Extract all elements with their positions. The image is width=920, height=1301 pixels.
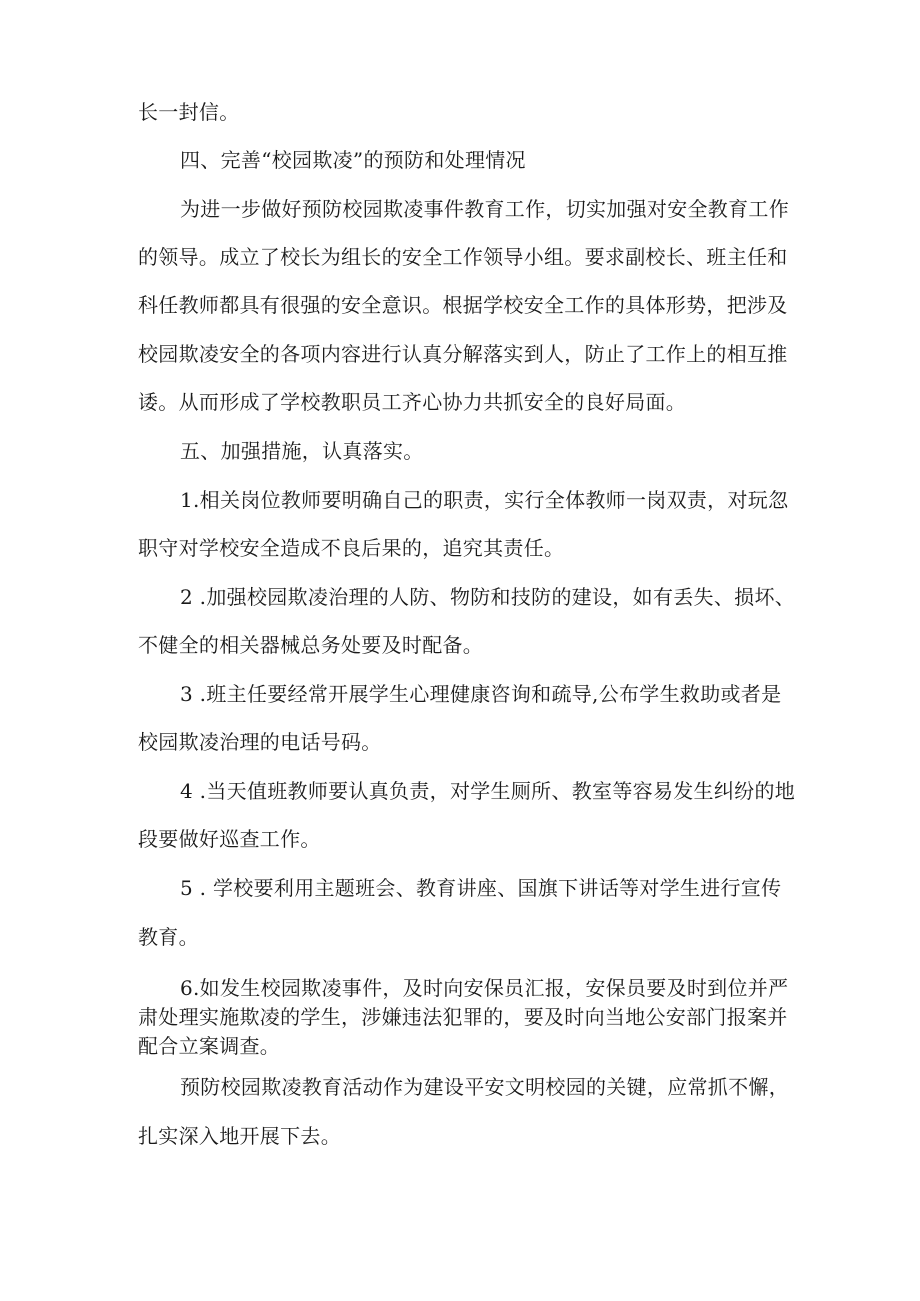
list-item-4: 4 .当天值班教师要认真负责，对学生厕所、教室等容易发生纠纷的地 (180, 779, 796, 803)
list-item-3-cont: 校园欺凌治理的电话号码。 (138, 730, 382, 754)
list-item-3: 3 .班主任要经常开展学生心理健康咨询和疏导,公布学生救助或者是 (180, 682, 782, 706)
list-item-5: 5 . 学校要利用主题班会、教育讲座、国旗下讲话等对学生进行宣传 (180, 876, 782, 900)
text-line-continuation: 长一封信。 (138, 100, 240, 124)
list-item-6-cont: 配合立案调查。 (138, 1034, 281, 1058)
list-item-6-cont: 肃处理实施欺凌的学生，涉嫌违法犯罪的，要及时向当地公安部门报案并 (138, 1005, 788, 1029)
list-item-2: 2 .加强校园欺凌治理的人防、物防和技防的建设，如有丢失、损坏、 (180, 585, 796, 609)
list-item-1-cont: 职守对学校安全造成不良后果的，追究其责任。 (138, 536, 565, 560)
section-heading-5: 五、加强措施，认真落实。 (180, 439, 424, 463)
list-item-6: 6.如发生校园欺凌事件，及时向安保员汇报，安保员要及时到位并严 (180, 976, 789, 1000)
paragraph-line: 为进一步做好预防校园欺凌事件教育工作，切实加强对安全教育工作 (180, 197, 789, 221)
closing-paragraph-line: 预防校园欺凌教育活动作为建设平安文明校园的关键，应常抓不懈， (180, 1075, 789, 1099)
paragraph-line: 的领导。成立了校长为组长的安全工作领导小组。要求副校长、班主任和 (138, 245, 788, 269)
closing-paragraph-line: 扎实深入地开展下去。 (138, 1124, 341, 1148)
paragraph-line: 科任教师都具有很强的安全意识。根据学校安全工作的具体形势，把涉及 (138, 293, 788, 317)
list-item-2-cont: 不健全的相关器械总务处要及时配备。 (138, 633, 484, 657)
list-item-5-cont: 教育。 (138, 925, 199, 949)
list-item-4-cont: 段要做好巡查工作。 (138, 827, 321, 851)
section-heading-4: 四、完善“校园欺凌”的预防和处理情况 (180, 148, 526, 172)
list-item-1: 1.相关岗位教师要明确自己的职责，实行全体教师一岗双责，对玩忽 (180, 488, 789, 512)
paragraph-line: 诿。从而形成了学校教职员工齐心协力共抓安全的良好局面。 (138, 390, 687, 414)
paragraph-line: 校园欺凌安全的各项内容进行认真分解落实到人，防止了工作上的相互推 (138, 342, 788, 366)
